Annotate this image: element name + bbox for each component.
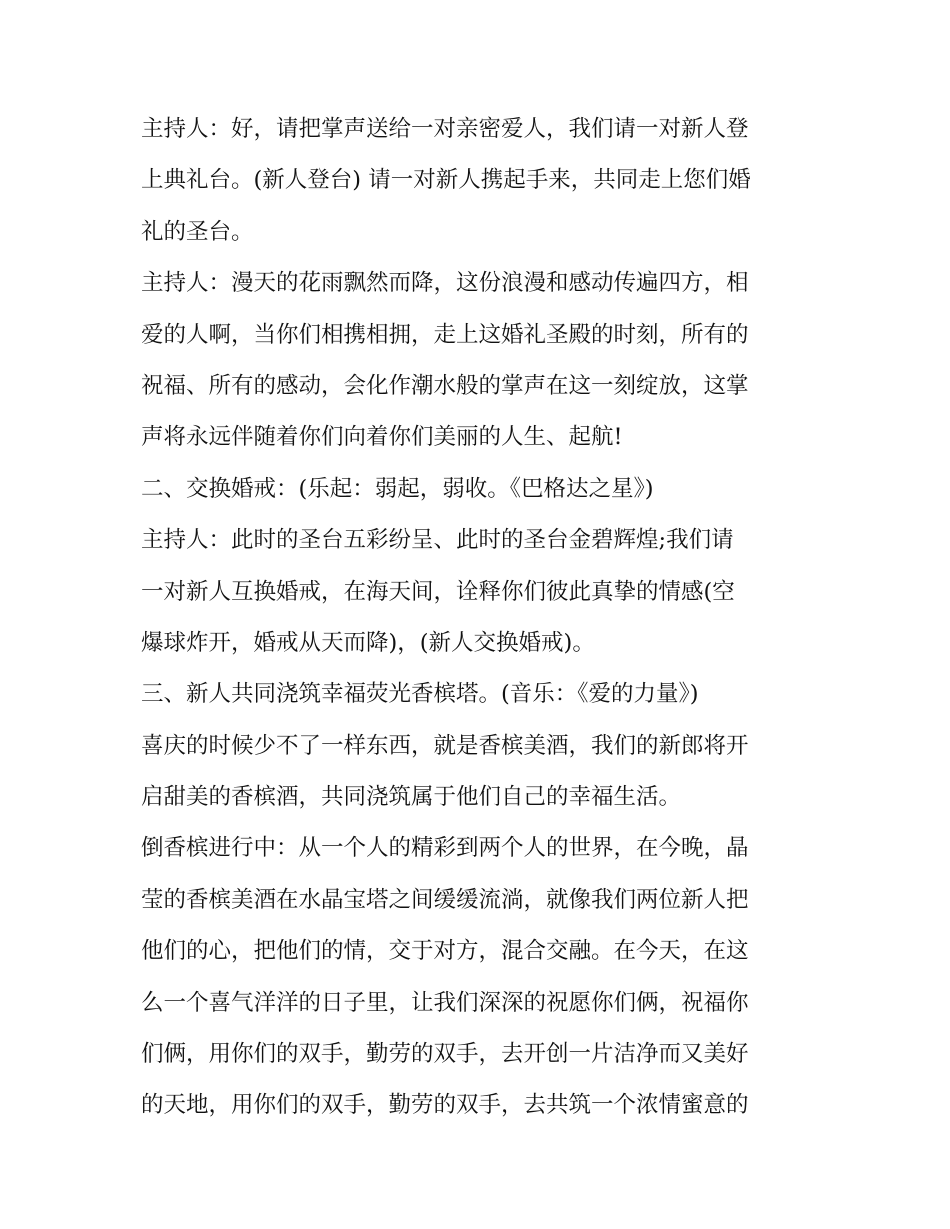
- text-line: 启甜美的香槟酒，共同浇筑属于他们自己的幸福生活。: [141, 784, 682, 811]
- text-line: 祝福、所有的感动，会化作潮水般的掌声在这一刻绽放，这掌: [141, 372, 749, 399]
- text-line: 莹的香槟美酒在水晶宝塔之间缓缓流淌，就像我们两位新人把: [141, 886, 749, 913]
- text-line: 么一个喜气洋洋的日子里，让我们深深的祝愿你们俩，祝福你: [141, 989, 749, 1016]
- text-line: 爆球炸开，婚戒从天而降)，(新人交换婚戒)。: [141, 629, 595, 656]
- paragraph-host-invite: [141, 104, 813, 258]
- document-body: [141, 104, 813, 1132]
- paragraph-champagne-intro: [141, 721, 813, 824]
- text-line: 声将永远伴随着你们向着你们美丽的人生、起航!: [141, 424, 623, 451]
- section-heading-ring-exchange: [141, 464, 813, 515]
- text-line: 他们的心，把他们的情，交于对方，混合交融。在今天，在这: [141, 938, 749, 965]
- text-line: 主持人：此时的圣台五彩纷呈、此时的圣台金碧辉煌;我们请: [141, 527, 734, 554]
- text-line: 礼的圣台。: [141, 218, 254, 245]
- section-heading-champagne-tower: [141, 669, 813, 720]
- text-line: 们俩，用你们的双手，勤劳的双手，去开创一片洁净而又美好: [141, 1041, 749, 1068]
- text-line: 倒香槟进行中：从一个人的精彩到两个人的世界，在今晚，晶: [141, 835, 749, 862]
- text-line: 喜庆的时候少不了一样东西，就是香槟美酒，我们的新郎将开: [141, 732, 749, 759]
- text-line: 主持人：好，请把掌声送给一对亲密爱人，我们请一对新人登: [141, 116, 749, 142]
- text-line: 主持人：漫天的花雨飘然而降，这份浪漫和感动传遍四方，相: [141, 270, 749, 297]
- paragraph-champagne-pouring: [141, 823, 813, 1131]
- text-line: 三、新人共同浇筑幸福荧光香槟塔。(音乐：《爱的力量》): [141, 681, 699, 708]
- text-line: 二、交换婚戒：(乐起：弱起，弱收。《巴格达之星》): [141, 475, 654, 502]
- text-line: 爱的人啊，当你们相携相拥，走上这婚礼圣殿的时刻，所有的: [141, 321, 749, 348]
- text-line: 上典礼台。(新人登台) 请一对新人携起手来，共同走上您们婚: [141, 167, 751, 194]
- paragraph-host-rings: [141, 515, 813, 669]
- text-line: 的天地，用你们的双手，勤劳的双手，去共筑一个浓情蜜意的: [141, 1092, 749, 1119]
- paragraph-host-flowers: [141, 258, 813, 464]
- text-line: 一对新人互换婚戒，在海天间，诠释你们彼此真挚的情感(空: [141, 578, 735, 605]
